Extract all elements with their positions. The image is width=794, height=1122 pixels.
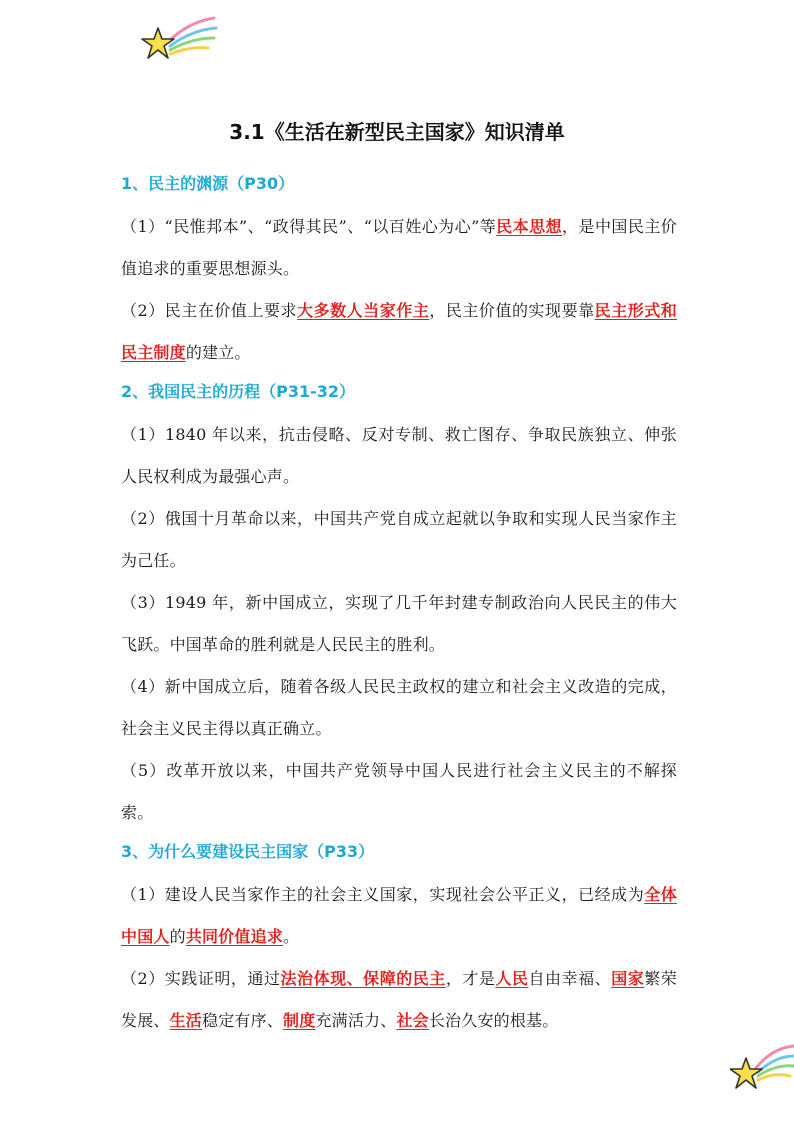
section-heading-origin: 1、民主的渊源（P30） — [121, 174, 295, 193]
paragraph: （2）实践证明，通过法治体现、保障的民主，才是人民自由幸福、国家繁荣发展、生活稳定有序、制度充满活力、社会长治久安的根基。 — [121, 969, 677, 1030]
key-term: 大多数人当家作主 — [297, 301, 430, 320]
key-term: 民本思想 — [496, 217, 563, 236]
key-term: 国家 — [611, 969, 645, 988]
paragraph: （1）1840 年以来，抗击侵略、反对专制、救亡图存、争取民族独立、伸张人民权利成为最强心声。 — [121, 425, 677, 486]
paragraph: （2）俄国十月革命以来，中国共产党自成立起就以争取和实现人民当家作主为己任。 — [121, 509, 677, 570]
paragraph: （5）改革开放以来，中国共产党领导中国人民进行社会主义民主的不解探索。 — [121, 761, 677, 822]
key-term: 社会 — [396, 1011, 429, 1030]
key-term: 生活 — [169, 1011, 203, 1030]
paragraph: （1）建设人民当家作主的社会主义国家，实现社会公平正义，已经成为全体中国人的共同价值追求。 — [121, 885, 677, 946]
paragraph: （3）1949 年，新中国成立，实现了几千年封建专制政治向人民民主的伟大飞跃。中国革命的胜利就是人民民主的胜利。 — [121, 593, 677, 654]
key-term: 制度 — [283, 1011, 316, 1030]
paragraph: （1）“民惟邦本”、“政得其民”、“以百姓心为心”等民本思想，是中国民主价值追求的重要思想源头。 — [121, 217, 677, 278]
section-heading-history: 2、我国民主的历程（P31-32） — [121, 382, 356, 401]
shooting-star-icon — [730, 1042, 794, 1100]
key-term: 共同价值追求 — [185, 927, 284, 946]
key-term: 民主形式和民主制度 — [121, 301, 677, 362]
page-title: 3.1《生活在新型民主国家》知识清单 — [229, 120, 565, 144]
key-term: 法治体现、保障的民主 — [280, 969, 446, 988]
paragraph: （4）新中国成立后，随着各级人民民主政权的建立和社会主义改造的完成，社会主义民主得以真正确立。 — [121, 677, 677, 738]
section-heading-why: 3、为什么要建设民主国家（P33） — [121, 842, 375, 861]
key-term: 人民 — [495, 969, 529, 988]
content-body — [121, 168, 677, 1042]
paragraph: （2）民主在价值上要求大多数人当家作主，民主价值的实现要靠民主形式和民主制度的建立。 — [121, 301, 677, 362]
key-term: 全体中国人 — [121, 885, 677, 946]
shooting-star-icon — [140, 14, 220, 64]
